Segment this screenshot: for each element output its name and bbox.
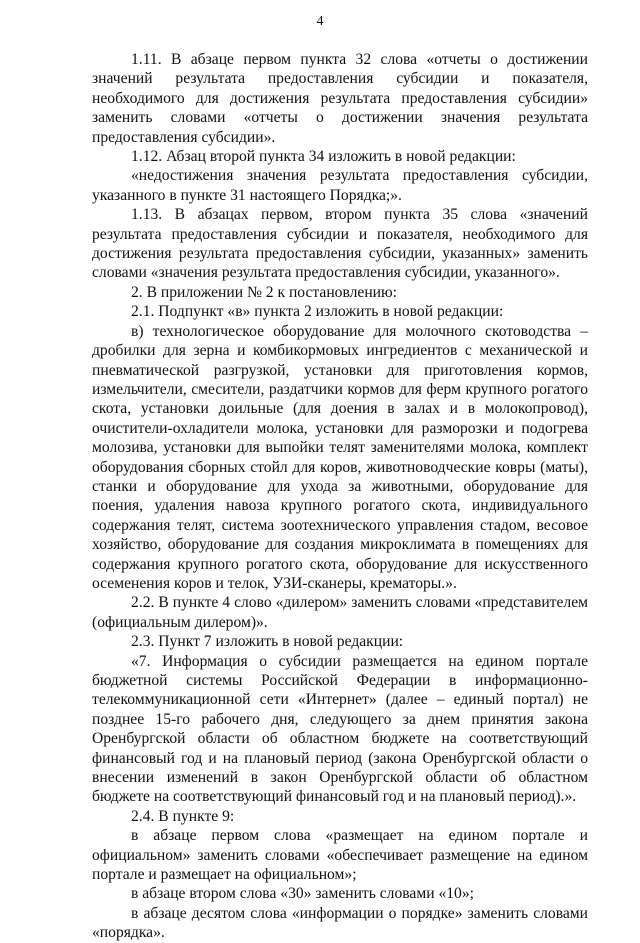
paragraph-2-3: 2.3. Пункт 7 изложить в новой редакции: bbox=[131, 633, 404, 651]
paragraph-2-4-item-3: в абзаце десятом слова «информации о порядке» заменить словами «порядка». bbox=[92, 904, 588, 942]
paragraph-1-13: 1.13. В абзацах первом, втором пункта 35 слова «значений результата предоставления субсидии и показателя, необходимого для достижения результата предоставления субсидии, указанных» заменить словами «значения результата предоставления субсидии, указанного». bbox=[92, 206, 588, 282]
paragraph-2-2: 2.2. В пункте 4 слово «дилером» заменить словами «представителем (официальным дилером)». bbox=[92, 594, 588, 631]
paragraph-1-11: 1.11. В абзаце первом пункта 32 слова «отчеты о достижении значений результата предоставления субсидии и показателя, необходимого для достижения результата предоставления субсидии» заменить словами «отчеты о достижении значения результата предоставления субсидии». bbox=[92, 51, 588, 146]
paragraph-2: 2. В приложении № 2 к постановлению: bbox=[131, 283, 397, 301]
paragraph-1-12-quote: «недостижения значения результата предоставления субсидии, указанного в пункте 31 настоящего Порядка;». bbox=[92, 167, 588, 204]
paragraph-2-1: 2.1. Подпункт «в» пункта 2 изложить в новой редакции: bbox=[131, 303, 504, 321]
paragraph-2-4: 2.4. В пункте 9: bbox=[131, 807, 235, 825]
paragraph-2-4-item-1: в абзаце первом слова «размещает на едином портале и официальном» заменить словами «обеспечивает размещение на едином портале и размещает на официальном»; bbox=[92, 827, 588, 884]
page-number: 4 bbox=[316, 14, 324, 29]
paragraph-2-3-quote: «7. Информация о субсидии размещается на едином портале бюджетной системы Российской Федерации в информационно-телекоммуникационной сети «Интернет» (далее – единый портал) не позднее 15-го рабочего дня, следующего за днем принятия закона Оренбургской области об областном бюджете на соответствующий финансовый год и на плановый период (закона Оренбургской области о внесении изменений в закон Оренбургской области об областном бюджете на соответствующий финансовый год и на плановый период).». bbox=[92, 652, 588, 806]
paragraph-2-4-item-2: в абзаце втором слова «30» заменить словами «10»; bbox=[131, 885, 474, 903]
paragraph-1-12: 1.12. Абзац второй пункта 34 изложить в новой редакции: bbox=[131, 148, 516, 166]
document-body bbox=[92, 50, 588, 943]
paragraph-2-1-item-v: в) технологическое оборудование для молочного скотоводства – дробилки для зерна и комбикормовых ингредиентов с механической и пневматической разгрузкой, установки для приготовления кормов, измельчители, смесители, раздатчики кормов для ферм крупного рогатого скота, установки доильные (для доения в залах и в молокопровод), очистители-охладители молока, установки для разморозки и подогрева молозива, установки для выпойки телят заменителями молока, комплект оборудования сборных стойл для коров, животноводческие ковры (маты), станки и оборудование для ухода за животными, оборудование для поения, удаления навоза крупного рогатого скота, индивидуального содержания телят, система зоотехнического управления стадом, весовое хозяйство, оборудование для создания микроклимата в помещениях для содержания крупного рогатого скота, оборудование для искусственного осеменения коров и телок, УЗИ-сканеры, крематоры.». bbox=[92, 322, 588, 592]
